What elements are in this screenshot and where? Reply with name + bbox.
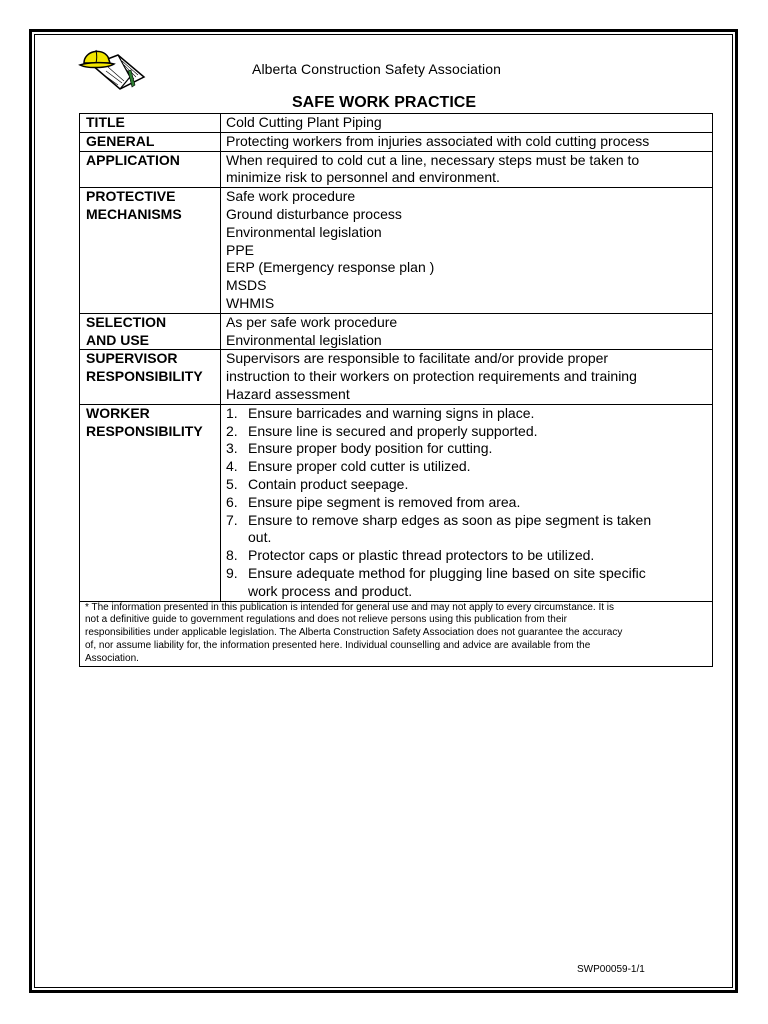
item-text (248, 405, 707, 423)
item-text (248, 476, 707, 494)
disclaimer-line: not a definitive guide to government regulations and does not relieve persons using this publication from their (85, 614, 567, 626)
item-number: 9. (226, 564, 238, 581)
label-line: PROTECTIVE (86, 188, 176, 205)
item-number: 4. (226, 458, 238, 475)
list-item: As per safe work procedure (226, 313, 398, 330)
value-worker-responsibility (221, 404, 713, 601)
item-number: 6. (226, 493, 238, 510)
value-title: Cold Cutting Plant Piping (221, 114, 713, 133)
disclaimer-line: Association. (85, 652, 139, 664)
item-line: Ensure line is secured and properly supported. (248, 422, 538, 439)
supervisor-line: Hazard assessment (226, 385, 350, 402)
list-item (226, 440, 707, 458)
row-title (80, 114, 713, 133)
item-text (248, 440, 707, 458)
disclaimer-line: * The information presented in this publication is intended for general use and may not apply to every circumstance. It is (85, 601, 614, 613)
item-text (248, 423, 707, 441)
worker-responsibility-list (226, 405, 707, 601)
label-line: RESPONSIBILITY (86, 368, 203, 385)
label-title: TITLE (80, 114, 221, 133)
item-line: work process and product. (248, 582, 413, 599)
item-text (248, 494, 707, 512)
document-title: SAFE WORK PRACTICE (292, 94, 476, 111)
label-line: SELECTION (86, 313, 167, 330)
safe-work-practice-table (79, 113, 713, 667)
item-line: Ensure proper body position for cutting. (248, 440, 493, 457)
supervisor-line: instruction to their workers on protection requirements and training (226, 368, 637, 385)
list-item (226, 547, 707, 565)
row-general (80, 132, 713, 151)
label-line: MECHANISMS (86, 205, 182, 222)
row-disclaimer (80, 601, 713, 666)
row-worker-responsibility (80, 404, 713, 601)
value-protective-mechanisms (221, 188, 713, 314)
list-item (226, 476, 707, 494)
disclaimer-text (80, 601, 713, 666)
item-line: Protector caps or plastic thread protectors to be utilized. (248, 547, 595, 564)
item-text (248, 547, 707, 565)
list-item: MSDS (226, 277, 267, 294)
value-selection-and-use (221, 313, 713, 350)
supervisor-line: Supervisors are responsible to facilitate and/or provide proper (226, 350, 609, 367)
list-item: PPE (226, 241, 255, 258)
hardhat-and-open-book-icon (78, 47, 150, 91)
list-item: Safe work procedure (226, 188, 356, 205)
item-number: 2. (226, 422, 238, 439)
item-text (248, 565, 707, 601)
list-item (226, 512, 707, 548)
row-supervisor-responsibility (80, 350, 713, 404)
item-number: 1. (226, 404, 238, 421)
item-line: Ensure pipe segment is removed from area. (248, 493, 521, 510)
value-general: Protecting workers from injuries associated with cold cutting process (221, 132, 713, 151)
application-line: When required to cold cut a line, necessary steps must be taken to (226, 151, 640, 168)
list-item (226, 405, 707, 423)
label-line: RESPONSIBILITY (86, 422, 203, 439)
item-text (248, 458, 707, 476)
item-line: Contain product seepage. (248, 475, 409, 492)
row-protective-mechanisms (80, 188, 713, 314)
label-protective-mechanisms (80, 188, 221, 314)
item-line: Ensure to remove sharp edges as soon as pipe segment is taken (248, 511, 652, 528)
label-line: AND USE (86, 331, 150, 348)
list-item: Ground disturbance process (226, 205, 402, 222)
list-item: Environmental legislation (226, 331, 382, 348)
value-application (221, 151, 713, 188)
label-general: GENERAL (80, 132, 221, 151)
disclaimer-line: responsibilities under applicable legislation. The Alberta Construction Safety Association does not guarantee the accuracy (85, 627, 623, 639)
organization-name: Alberta Construction Safety Association (252, 61, 502, 77)
label-supervisor-responsibility (80, 350, 221, 404)
item-line: out. (248, 529, 272, 546)
list-item (226, 494, 707, 512)
label-line: WORKER (86, 404, 150, 421)
list-item: ERP (Emergency response plan ) (226, 259, 435, 276)
label-worker-responsibility (80, 404, 221, 601)
row-application (80, 151, 713, 188)
item-line: Ensure adequate method for plugging line based on site specific (248, 564, 646, 581)
list-item (226, 423, 707, 441)
value-supervisor-responsibility (221, 350, 713, 404)
item-number: 3. (226, 440, 238, 457)
disclaimer-line: of, nor assume liability for, the information presented here. Individual counselling and advice are available from the (85, 639, 591, 651)
list-item: Environmental legislation (226, 223, 382, 240)
item-line: Ensure barricades and warning signs in place. (248, 404, 535, 421)
label-selection-and-use (80, 313, 221, 350)
item-text (248, 512, 707, 548)
item-number: 7. (226, 511, 238, 528)
document-code: SWP00059-1/1 (577, 964, 645, 975)
item-number: 8. (226, 547, 238, 564)
list-item (226, 458, 707, 476)
item-line: Ensure proper cold cutter is utilized. (248, 458, 471, 475)
application-line: minimize risk to personnel and environment. (226, 169, 500, 186)
row-selection-and-use (80, 313, 713, 350)
list-item: WHMIS (226, 294, 275, 311)
label-application: APPLICATION (80, 151, 221, 188)
item-number: 5. (226, 475, 238, 492)
list-item (226, 565, 707, 601)
label-line: SUPERVISOR (86, 350, 178, 367)
